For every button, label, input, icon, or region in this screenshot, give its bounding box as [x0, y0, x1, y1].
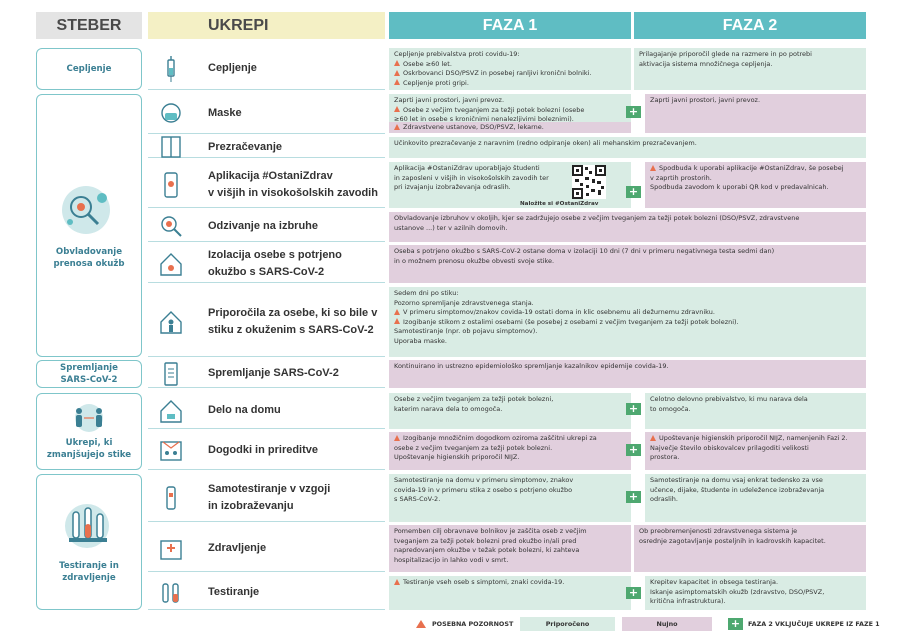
cell-line: učence, dijake, študente in udeležence izobraževanja [650, 485, 825, 494]
cell-izbruhi [389, 212, 866, 242]
cell-line: s SARS-CoV-2. [394, 495, 441, 503]
measure-row [148, 48, 385, 90]
measure-label: Zdravljenje [208, 541, 267, 554]
warning-icon [394, 79, 400, 85]
cell-line: Celotno delovno prebivalstvo, ki mu narava dela [650, 395, 808, 403]
cell-line: ≥60 let in osebe s kroničnimi nenalezljivimi boleznimi). [394, 115, 574, 122]
cell-line: Oskrbovanci DSO/PSVZ in posebej ranljivi kronični bolniki. [394, 69, 626, 79]
people-distance-icon [67, 403, 111, 433]
measure-row [148, 137, 385, 158]
cell-line: aktivacija sistema množičnega cepljenja. [639, 59, 773, 68]
cell-spremljanje [389, 360, 866, 388]
cell-line: Največje število obiskovalcev prilagoditi velikosti [650, 443, 809, 452]
cell-aplikacija-faza2 [645, 162, 866, 208]
cell-line: Uporaba maske. [394, 336, 447, 345]
measure-label: Delo na domu [208, 404, 281, 416]
cell-delo-faza1 [389, 393, 631, 429]
measure-row [148, 94, 385, 134]
monitoring-icon [148, 361, 194, 387]
cell-line: Zaprti javni prostori, javni prevoz. [650, 96, 761, 104]
cell-line: katerim narava dela to omogoča. [394, 404, 503, 413]
measure-label: Prezračevanje [208, 140, 282, 153]
cell-line: hospitalizacijo in lahko vodi v smrt. [394, 555, 509, 564]
test-tubes-icon [61, 500, 117, 552]
cell-zdravljenje-faza2 [634, 525, 866, 572]
plus-icon: + [626, 587, 641, 599]
column-header-faza1: FAZA 1 [389, 12, 631, 39]
cell-priporocila [389, 287, 866, 357]
cell-line: pri izvajanju izobraževanja odraslih. [394, 183, 511, 191]
cell-izolacija [389, 245, 866, 283]
cell-line: covida-19 in v primeru stika z osebo s potrjeno okužbo [394, 485, 573, 494]
face-mask-icon [148, 101, 194, 127]
cell-line: in zaposleni v višjih in visokošolskih zavodih ter [394, 173, 549, 182]
cell-line: Zaprti javni prostori, javni prevoz. [394, 96, 505, 104]
qr-caption: Naložite si #OstaniZdrav [520, 201, 599, 207]
pillar-label: Ukrepi, ki zmanjšujejo stike [46, 437, 132, 460]
cell-line: napredovanjem okužbe v težak potek bolezni, ki zahteva [394, 546, 580, 554]
measure-row [148, 212, 385, 242]
cell-line: Izogibanje stikom z ostalimi osebami (še posebej z osebami z večjim tveganjem za težji potek bolezni). [394, 318, 861, 328]
cell-line: Samotestiranje na domu vsaj enkrat tedensko za vse [650, 476, 823, 484]
cell-line: Upoštevanje higienskih priporočil NIJZ, namenjenih Fazi 2. [650, 434, 861, 444]
cell-line: odraslih. [650, 495, 678, 503]
hospital-icon [148, 535, 194, 561]
warning-icon [416, 620, 426, 628]
measure-row [148, 393, 385, 429]
cell-line: Cepljenje proti gripi. [394, 79, 626, 89]
legend-vkljucuje [728, 617, 880, 631]
cell-line: Osebe ≥60 let. [394, 60, 626, 70]
plus-icon: + [626, 186, 641, 198]
measure-label: Maske [208, 107, 242, 119]
cell-line: Samotestiranje (npr. ob pojavu simptomov). [394, 327, 538, 335]
cell-line: Pozorno spremljanje zdravstvenega stanja. [394, 298, 534, 307]
cell-samotest-faza2 [645, 474, 866, 522]
cell-zdravljenje-faza1 [389, 525, 631, 572]
cell-line: Zdravstvene ustanove, DSO/PSVZ, lekarne. [394, 123, 626, 133]
cell-cepljenje-faza1 [389, 48, 631, 90]
measure-label: Samotestiranje v vzgoji in izobraževanju [208, 482, 331, 512]
cell-testiranje-faza1 [389, 576, 631, 610]
cell-line: in o možnem prenosu okužbe obvesti svoje stike. [394, 256, 555, 265]
house-virus-icon [148, 251, 194, 277]
testing-icon [148, 580, 194, 606]
plus-icon: + [728, 618, 743, 630]
legend-priporoceno [520, 617, 615, 631]
legend-nujno [622, 617, 712, 631]
cell-line: Cepljenje prebivalstva proti covidu-19: [394, 50, 520, 58]
pillar-ukrepi-stiki [36, 393, 142, 470]
cell-line: Krepitev kapacitet in obsega testiranja. [650, 578, 779, 586]
syringe-icon [148, 56, 194, 82]
plus-icon: + [626, 403, 641, 415]
pillar-cepljenje [36, 48, 142, 90]
legend-label: Nujno [656, 620, 678, 628]
cell-line: to omogoča. [650, 404, 691, 413]
cell-line: Prilagajanje priporočil glede na razmere in po potrebi [639, 50, 812, 58]
cell-testiranje-faza2 [645, 576, 866, 610]
measure-row [148, 576, 385, 610]
legend-label: Priporočeno [545, 620, 590, 628]
qr-code-icon [572, 165, 606, 199]
column-header-faza2: FAZA 2 [634, 12, 866, 39]
measure-label: Dogodki in prireditve [208, 444, 319, 456]
cell-line: Upoštevanje higienskih priporočil NIJZ. [394, 453, 520, 461]
measure-row [148, 432, 385, 470]
warning-icon [394, 579, 400, 585]
measure-label: Priporočila za osebe, ki so bile v stiku z okuženim s SARS-CoV-2 [208, 306, 378, 336]
warning-icon [650, 435, 656, 441]
measure-label: Aplikacija #OstaniZdrav v višjih in visokošolskih zavodih [208, 169, 378, 199]
cell-line: Testiranje vseh oseb s simptomi, znaki covida-19. [394, 578, 626, 588]
warning-icon [394, 318, 400, 324]
magnifier-virus-icon [148, 214, 194, 240]
legend-label: POSEBNA POZORNOST [432, 620, 514, 628]
cell-line: kritična infrastruktura). [650, 597, 726, 605]
warning-icon [394, 435, 400, 441]
cell-line: Obvladovanje izbruhov v okoljih, kjer se zadržujejo osebe z večjim tveganjem za težji potek bolezni (DSO/PSVZ, zdravstvene [394, 214, 800, 222]
cell-line: tveganjem za težji potek bolezni pred okužbo in/ali pred [394, 536, 577, 545]
cell-maske-faza1-nujno [389, 122, 631, 133]
warning-icon [394, 70, 400, 76]
home-work-icon [148, 398, 194, 424]
measure-row [148, 525, 385, 572]
cell-maske-faza1 [389, 94, 631, 122]
measure-label: Testiranje [208, 586, 260, 598]
pillar-label: Testiranje in zdravljenje [59, 561, 119, 583]
pillar-spremljanje [36, 360, 142, 388]
window-icon [148, 134, 194, 160]
cell-line: Spodbuda zavodom k uporabi QR kod v predavalnicah. [650, 183, 829, 191]
pillar-obvladovanje [36, 94, 142, 357]
cell-dogodki-faza1 [389, 432, 631, 470]
warning-icon [394, 106, 400, 112]
legend-label: FAZA 2 VKLJUČUJE UKREPE IZ FAZE 1 [748, 620, 880, 628]
plus-icon: + [626, 444, 641, 456]
warning-icon [394, 60, 400, 66]
cell-prezracevanje [389, 137, 866, 158]
measure-row [148, 287, 385, 357]
cell-line: Samotestiranje na domu v primeru simptomov, znakov [394, 476, 574, 484]
cell-cepljenje-faza2 [634, 48, 866, 90]
cell-line: ustanove ...) ter v azilnih domovih. [394, 223, 508, 232]
warning-icon [650, 165, 656, 171]
cell-line: Sedem dni po stiku: [394, 289, 459, 297]
cell-line: osebe z večjim tveganjem za težji potek bolezni. [394, 443, 553, 452]
measure-label: Odzivanje na izbruhe [208, 220, 319, 232]
legend-pozornost [416, 617, 513, 631]
warning-icon [394, 124, 400, 130]
measure-label: Cepljenje [208, 62, 257, 74]
cell-line: Izogibanje množičnim dogodkom oziroma zaščitni ukrepi za [394, 434, 626, 444]
phone-app-icon [148, 172, 194, 198]
cell-line: Osebe z večjim tveganjem za težji potek bolezni (osebe [394, 106, 626, 116]
plus-icon: + [626, 491, 641, 503]
self-test-icon [148, 485, 194, 511]
pillar-label: Obvladovanje prenosa okužb [53, 246, 125, 269]
cell-line: Aplikacija #OstaniZdrav uporabljajo študenti [394, 164, 540, 172]
cell-dogodki-faza2 [645, 432, 866, 470]
measure-row [148, 162, 385, 208]
cell-line: Pomemben cilj obravnave bolnikov je zaščita oseb z večjim [394, 527, 587, 535]
cell-line: prostora. [650, 453, 680, 461]
virus-magnifier-icon [56, 182, 122, 238]
cell-line: V primeru simptomov/znakov covida-19 ostati doma in klic osebnemu ali dežurnemu zdravniku. [394, 308, 861, 318]
measure-row [148, 245, 385, 283]
cell-line: v zaprtih prostorih. [650, 173, 712, 182]
column-header-ukrepi: UKREPI [148, 12, 385, 39]
cell-line: Kontinuirano in ustrezno epidemiološko spremljanje kazalnikov epidemije covida-19. [394, 362, 669, 370]
measure-row [148, 360, 385, 388]
warning-icon [394, 309, 400, 315]
plus-icon: + [626, 106, 641, 118]
pillar-label: Spremljanje SARS-CoV-2 [60, 363, 118, 385]
column-header-steber: STEBER [36, 12, 142, 39]
cell-maske-faza2 [645, 94, 866, 133]
cell-line: Oseba s potrjeno okužbo s SARS-CoV-2 ostane doma v izolaciji 10 dni (7 dni v primeru negativnega testa sedmi dan) [394, 247, 775, 255]
event-icon [148, 438, 194, 464]
cell-line: Ob preobremenjenosti zdravstvenega sistema je [639, 527, 798, 535]
house-person-icon [148, 309, 194, 335]
cell-line: osrednje zagotavljanje posteljnih in kadrovskih kapacitet. [639, 536, 826, 545]
pillar-testiranje [36, 474, 142, 610]
measure-label: Izolacija osebe s potrjeno okužbo s SARS-CoV-2 [208, 248, 342, 278]
cell-line: Iskanje asimptomatskih okužb (zdravstvo, DSO/PSVZ, [650, 587, 825, 596]
pillar-label: Cepljenje [66, 64, 112, 74]
cell-samotest-faza1 [389, 474, 631, 522]
cell-line: Osebe z večjim tveganjem za težji potek bolezni, [394, 395, 554, 403]
measure-row [148, 474, 385, 522]
measure-label: Spremljanje SARS-CoV-2 [208, 367, 339, 379]
cell-line: Spodbuda k uporabi aplikacije #OstaniZdrav, še posebej [650, 164, 861, 174]
cell-line: Učinkovito prezračevanje z naravnim (redno odpiranje oken) ali mehanskim prezračevanjem. [394, 139, 697, 147]
cell-delo-faza2 [645, 393, 866, 429]
